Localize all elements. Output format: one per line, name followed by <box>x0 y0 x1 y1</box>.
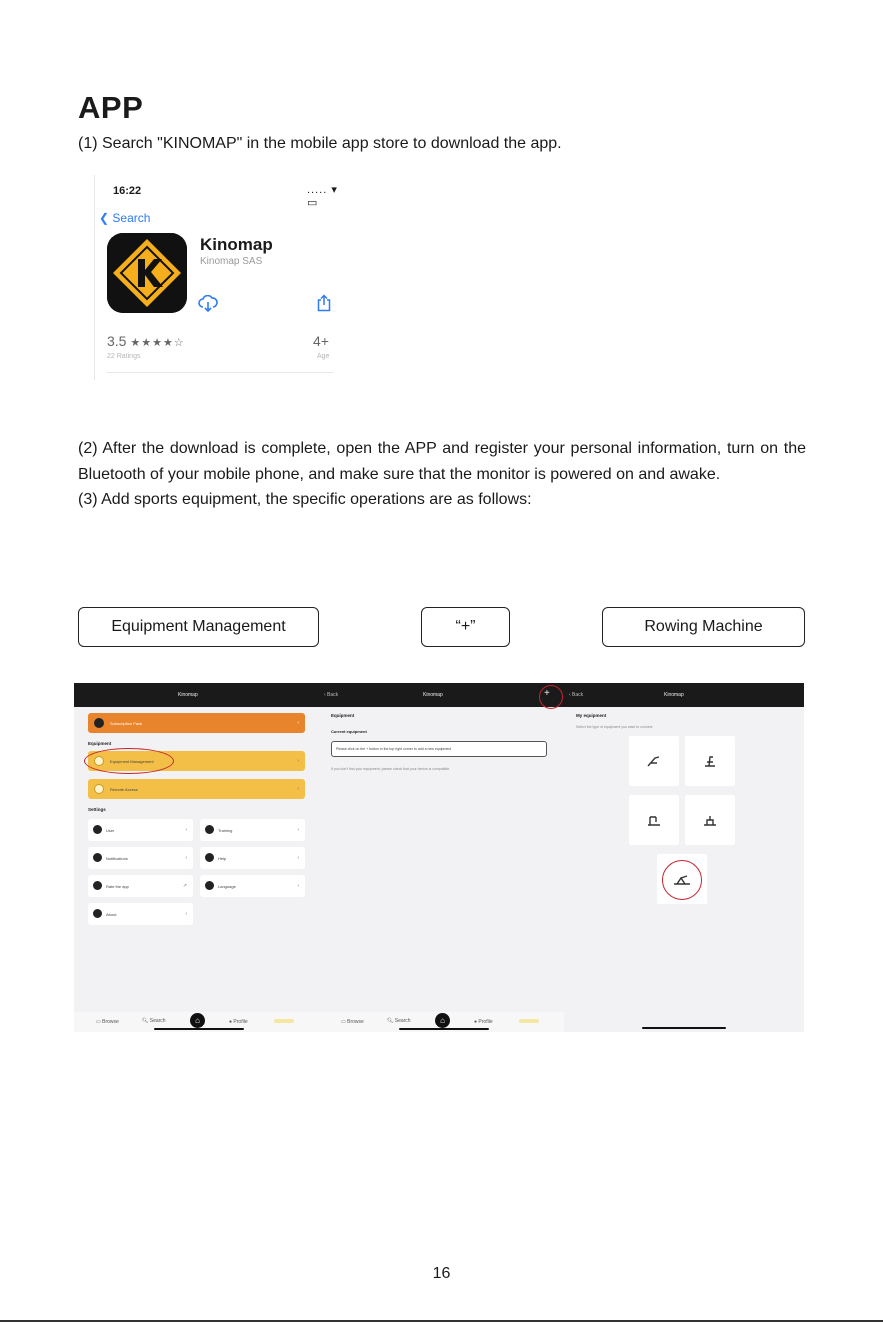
kinomap-brand: Kinomap <box>664 692 684 698</box>
plus-label: “+” <box>421 607 510 647</box>
highlight-circle <box>539 685 563 709</box>
chevron-left-icon: ❮ <box>99 211 110 225</box>
chevron-right-icon: › <box>185 911 187 917</box>
add-equipment-button[interactable]: + <box>544 688 550 699</box>
home-icon[interactable]: ⌂ <box>435 1013 450 1028</box>
footer-rule <box>0 1320 883 1322</box>
rating-summary <box>107 333 185 349</box>
filter-icon <box>205 825 214 834</box>
app-store-screenshot <box>94 175 343 380</box>
equipment-tile-stepper[interactable] <box>685 795 735 845</box>
tab-browse[interactable]: ▭ Browse <box>341 1019 364 1025</box>
share-icon[interactable] <box>317 294 331 317</box>
back-button[interactable]: ‹ Back <box>324 692 339 698</box>
app-developer: Kinomap SAS <box>200 256 263 267</box>
chevron-right-icon: › <box>297 720 299 726</box>
globe-icon <box>205 881 214 890</box>
divider <box>107 372 333 373</box>
kinomap-brand: Kinomap <box>178 692 198 698</box>
tab-search[interactable] <box>142 1018 166 1024</box>
tab-label: Search <box>149 1018 166 1024</box>
search-icon: 🔍︎ <box>142 1018 149 1024</box>
app-name: Kinomap <box>200 235 273 254</box>
current-equipment-heading: Current equipment <box>331 729 367 734</box>
subscription-label: Subscription Pack <box>110 721 143 726</box>
chevron-right-icon: › <box>297 827 299 833</box>
external-link-icon: ↗ <box>182 883 187 889</box>
home-indicator <box>642 1027 726 1029</box>
chevron-right-icon: › <box>297 758 299 764</box>
settings-label: Help <box>218 856 227 861</box>
treadmill-icon <box>645 813 663 827</box>
equipment-tile-bike[interactable] <box>629 736 679 786</box>
search-icon: 🔍︎ <box>387 1018 394 1024</box>
tab-label: Search <box>394 1018 411 1024</box>
step-1-text: (1) Search "KINOMAP" in the mobile app store to download the app. <box>78 135 562 152</box>
status-chip <box>519 1019 539 1023</box>
settings-label: Language <box>218 884 236 889</box>
settings-label: Notifications <box>106 856 128 861</box>
status-chip <box>274 1019 294 1023</box>
subscription-card[interactable] <box>88 713 305 733</box>
my-equipment-heading: My equipment <box>576 713 607 718</box>
tab-label: Profile <box>233 1019 248 1025</box>
settings-item-language[interactable] <box>200 875 305 897</box>
top-bar <box>564 683 804 707</box>
rowing-machine-label: Rowing Machine <box>602 607 805 647</box>
chevron-right-icon: › <box>185 855 187 861</box>
settings-item-about[interactable] <box>88 903 193 925</box>
chevron-right-icon: › <box>297 855 299 861</box>
chevron-right-icon: › <box>297 883 299 889</box>
settings-heading: Settings <box>88 807 106 812</box>
kinomap-app-icon[interactable] <box>107 233 187 313</box>
cloud-download-icon[interactable] <box>198 295 218 318</box>
back-button[interactable]: ‹ Back <box>569 692 584 698</box>
back-search-link[interactable] <box>99 211 150 225</box>
equipment-heading: Equipment <box>88 741 112 746</box>
step-2-text: (2) After the download is complete, open the APP and register your personal information, turn on the Bluetooth of your mobile phone, and make sure that the monitor is powered on and awake. <box>78 440 806 483</box>
star-icon <box>93 881 102 890</box>
settings-item-user[interactable] <box>88 819 193 841</box>
tab-profile[interactable] <box>229 1019 248 1025</box>
equipment-management-text: Equipment Management <box>110 759 154 764</box>
person-icon: ● <box>474 1019 478 1025</box>
equipment-tile-elliptical[interactable] <box>685 736 735 786</box>
stepper-icon <box>701 813 719 827</box>
star-rating-icon: ★★★★☆ <box>130 337 185 349</box>
settings-label: Rate the app <box>106 884 129 889</box>
age-rating: 4+ <box>313 333 329 349</box>
back-label: Search <box>112 211 151 225</box>
bike-icon <box>645 754 663 768</box>
chevron-right-icon: › <box>297 786 299 792</box>
add-equipment-hint-box <box>331 741 547 757</box>
equipment-management-label: Equipment Management <box>78 607 319 647</box>
tab-bar <box>319 1012 564 1032</box>
hint-text: Please click on the + button in the top right corner to add a new equipment <box>336 747 452 751</box>
step-3-text: (3) Add sports equipment, the specific operations are as follows: <box>78 491 532 508</box>
settings-item-rate[interactable] <box>88 875 193 897</box>
settings-item-training[interactable] <box>200 819 305 841</box>
settings-item-notifications[interactable] <box>88 847 193 869</box>
settings-label: Training <box>218 828 233 833</box>
crown-icon <box>94 718 104 728</box>
info-icon <box>93 909 102 918</box>
highlight-circle <box>662 860 702 900</box>
tab-bar <box>74 1012 319 1032</box>
top-bar <box>74 683 319 707</box>
highlight-circle <box>84 748 174 774</box>
bell-icon <box>93 853 102 862</box>
tab-label: Browse <box>102 1019 119 1025</box>
equipment-tile-treadmill[interactable] <box>629 795 679 845</box>
settings-label: About <box>106 912 117 917</box>
remote-icon <box>94 784 104 794</box>
page-title: APP <box>78 90 144 125</box>
tab-label: Browse <box>347 1019 364 1025</box>
rating-count: 22 Ratings <box>107 353 141 360</box>
tab-search[interactable] <box>387 1018 411 1024</box>
home-indicator <box>154 1028 244 1030</box>
second-equipment-item[interactable] <box>88 779 305 799</box>
home-indicator <box>399 1028 489 1030</box>
help-icon <box>205 853 214 862</box>
chevron-right-icon: › <box>185 827 187 833</box>
settings-label: User <box>106 828 115 833</box>
status-icons: ..... ▾ ▭ <box>307 184 338 209</box>
tab-browse[interactable]: ▭ Browse <box>96 1019 119 1025</box>
compatibility-note: If you don't find your equipment, please check that your device is compatible <box>331 767 450 771</box>
equipment-hint: Select the type of equipment you want to connect <box>576 725 653 729</box>
second-item-text: Remote Access <box>110 787 138 792</box>
home-icon[interactable]: ⌂ <box>190 1013 205 1028</box>
screen-profile <box>74 683 319 1032</box>
screen-equipment <box>319 683 564 1032</box>
status-time: 16:22 <box>113 185 142 197</box>
app-screenshots <box>74 683 804 1032</box>
page-number: 16 <box>432 1265 451 1282</box>
top-bar <box>319 683 564 707</box>
screen-my-equipment <box>564 683 804 1032</box>
tab-label: Profile <box>478 1019 493 1025</box>
instructions-body <box>78 436 806 513</box>
rating-value: 3.5 <box>107 333 127 349</box>
kinomap-brand: Kinomap <box>423 692 443 698</box>
elliptical-icon <box>701 754 719 768</box>
person-icon: ● <box>229 1019 233 1025</box>
tab-profile[interactable] <box>474 1019 493 1025</box>
settings-item-help[interactable] <box>200 847 305 869</box>
equipment-heading: Equipment <box>331 713 355 718</box>
age-label: Age <box>317 353 330 360</box>
user-icon <box>93 825 102 834</box>
